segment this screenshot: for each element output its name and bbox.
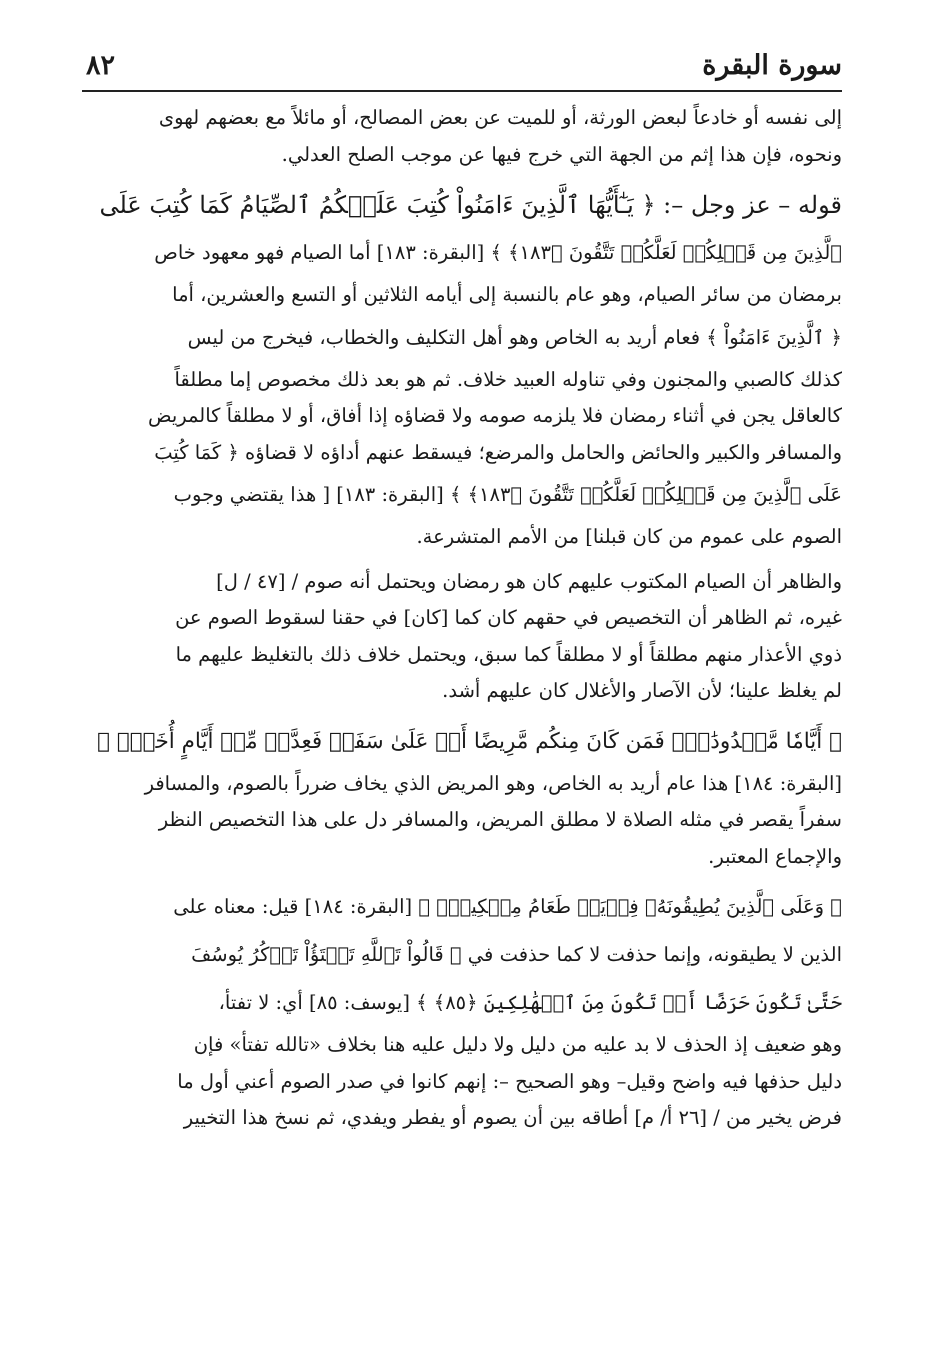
text-line: عَلَى ٱلَّذِينَ مِن قَبۡلِكُمۡ لَعَلَّكُمۡ تَتَّقُونَ ﴿١٨٣﴾ ﴾ [البقرة: ١٨٣] [ هذا يقتضي وجوب (173, 483, 842, 506)
paragraph (82, 100, 842, 173)
paragraph (82, 564, 842, 710)
text-line: قوله – عز وجل –: ﴿ يَـٰٓأَيُّهَا ٱلَّذِينَ ءَامَنُواْ كُتِبَ عَلَيۡكُمُ ٱلصِّيَامُ كَمَا كُتِبَ عَلَى (99, 191, 842, 219)
text-line: والمسافر والكبير والحائض والحامل والمرضع؛ فيسقط عنهم أداؤه لا قضاؤه ﴿ كَمَا كُتِبَ (154, 440, 842, 464)
paragraph (82, 883, 842, 1137)
page-number: ٨٢ (86, 49, 116, 81)
text-line: فرض يخير من / [٢٦ أ/ م] أطاقه بين أن يصوم أو يفطر ويفدي، ثم نسخ هذا التخيير (183, 1106, 842, 1129)
paragraph (82, 181, 842, 556)
text-line: والظاهر أن الصيام المكتوب عليهم كان هو رمضان ويحتمل أنه صوم / [٤٧ / ل] (216, 569, 842, 593)
text-line: لم يغلظ علينا؛ لأن الآصار والأغلال كان عليهم أشد. (442, 679, 842, 702)
text-line: دليل حذفها فيه واضح وقيل– وهو الصحيح –: إنهم كانوا في صدر الصوم أعني أول ما (177, 1069, 842, 1093)
text-line: ذوي الأعذار منهم مطلقاً أو لا مطلقاً كما سبق، ويحتمل خلاف ذلك بالتغليظ عليهم ما (175, 642, 842, 666)
text-line: الذين لا يطيقونه، وإنما حذفت لا كما حذفت في ﴿ قَالُواْ تَٱللَّهِ تَفۡتَؤُاْ تَذۡكُرُ يُوسُفَ (191, 943, 842, 966)
text-line: ﴿ أَيَّامٗا مَّعۡدُودَٰتٖۚ فَمَن كَانَ مِنكُم مَّرِيضًا أَوۡ عَلَىٰ سَفَرٖ فَعِدَّةٞ مِّنۡ أَيَّامٍ أُخَرَۚ ﴾ (97, 728, 842, 754)
text-line: ٱلَّذِينَ مِن قَبۡلِكُمۡ لَعَلَّكُمۡ تَتَّقُونَ ﴿١٨٣﴾ ﴾ [البقرة: ١٨٣] أما الصيام فهو معهود خاص (154, 241, 842, 264)
text-line: الصوم على عموم من كان قبلنا] من الأمم المتشرعة. (416, 525, 842, 548)
text-line: ونحوه، فإن هذا إثم من الجهة التي خرج فيها عن موجب الصلح العدلي. (281, 142, 842, 166)
text-line: والإجماع المعتبر. (708, 844, 842, 868)
text-line: برمضان من سائر الصيام، وهو عام بالنسبة إلى أيامه الثلاثين أو التسع والعشرين، أما (172, 283, 842, 306)
text-line: ﴿ ٱلَّذِينَ ءَامَنُواْ ﴾ فعام أريد به الخاص وهو أهل التكليف والخطاب، فيخرج من ليس (187, 325, 842, 349)
running-header (82, 40, 842, 92)
text-line: كذلك كالصبي والمجنون وفي تناوله العبيد خلاف. ثم هو بعد ذلك مخصوص إما مطلقاً (174, 367, 842, 391)
text-line: سفراً يقصر في مثله الصلاة لا مطلق المريض، والمسافر دل على هذا التخصيص النظر (158, 808, 842, 831)
text-line: وهو ضعيف إذ الحذف لا بد عليه من دليل ولا دليل عليه هنا بخلاف «تالله تفتأ» فإن (193, 1033, 842, 1056)
body-text (82, 100, 842, 1137)
surah-title: سورة البقرة (702, 49, 842, 81)
text-line: غيره، ثم الظاهر أن التخصيص في حقهم كان كما [كان] في حقنا لسقوط الصوم عن (175, 606, 842, 629)
text-line: إلى نفسه أو خادعاً لبعض الورثة، أو للميت عن بعض المصالح، أو مائلاً مع بعضهم لهوى (158, 106, 842, 129)
paragraph (82, 718, 842, 876)
text-line: كالعاقل يجن في أثناء رمضان فلا يلزمه صومه ولا قضاؤه إذا أفاق، أو لا مطلقاً كالمريض (147, 404, 842, 427)
text-line: حَتَّىٰ تَكُونَ حَرَضًا أَوۡ تَكُونَ مِنَ ٱلۡهَٰلِكِينَ ﴿٨٥﴾ ﴾ [يوسف: ٨٥] أي: لا تفتأ، (218, 991, 842, 1014)
text-line: ﴿ وَعَلَى ٱلَّذِينَ يُطِيقُونَهُۥ فِدۡيَةٞ طَعَامُ مِسۡكِينٖۖ ﴾ [البقرة: ١٨٤] قيل: معناه على (173, 895, 842, 918)
page (82, 0, 842, 1358)
text-line: [البقرة: ١٨٤] هذا عام أريد به الخاص، وهو المريض الذي يخاف ضرراً بالصوم، والمسافر (144, 771, 842, 795)
